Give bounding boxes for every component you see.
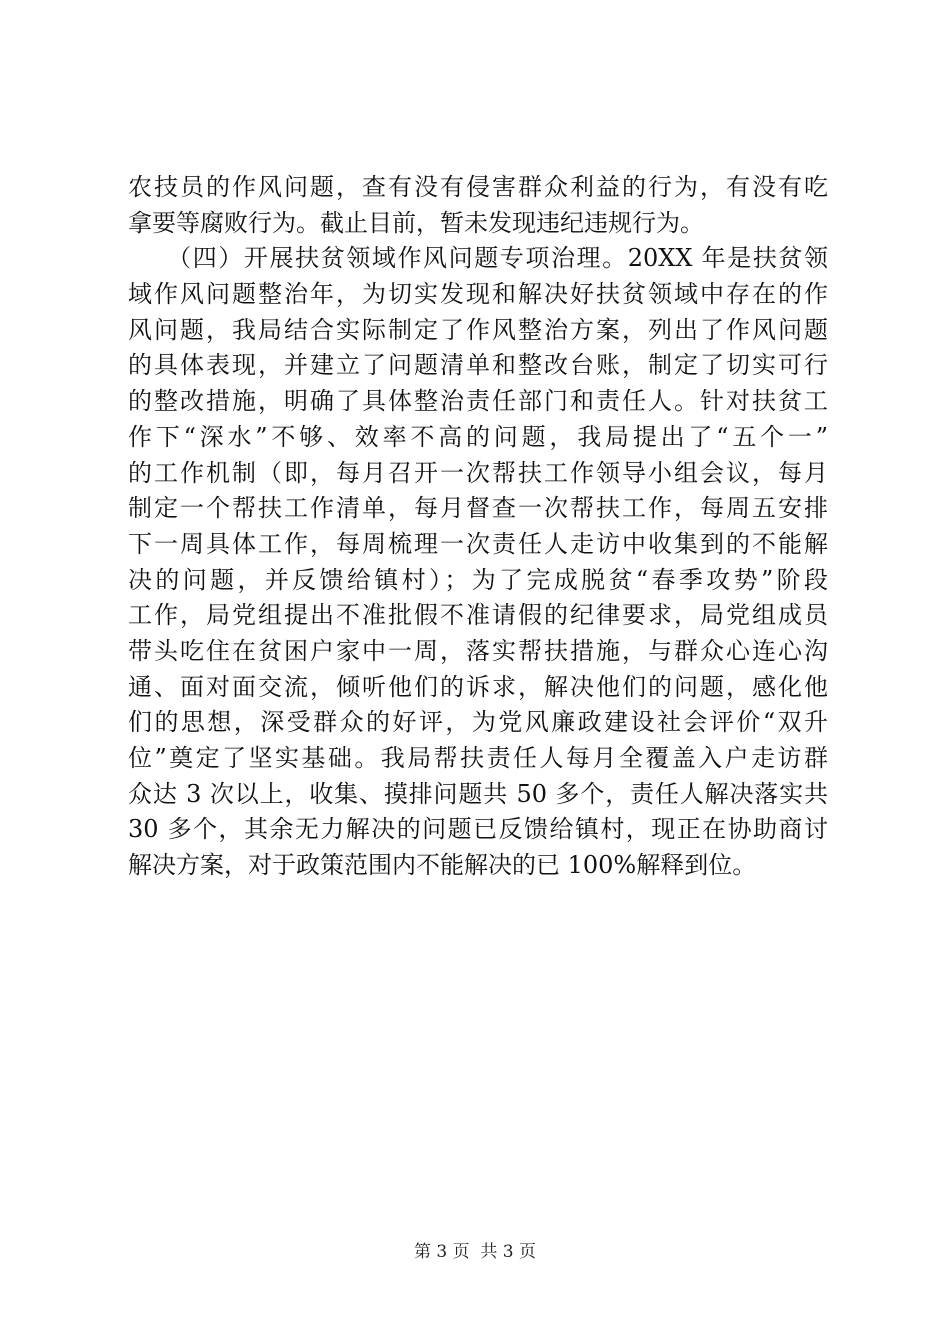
body-text [128,170,828,884]
text-line: 工作，局党组提出不准批假不准请假的纪律要求，局党组成员 [128,601,828,630]
text-line: 拿要等腐败行为。截止目前，暂未发现违纪违规行为。 [128,208,704,237]
text-line: 位”奠定了坚实基础。我局帮扶责任人每月全覆盖入户走访群 [128,744,828,772]
text-line: 解决方案，对于政策范围内不能解决的已 100%解释到位。 [128,851,757,880]
text-line: 们的思想，深受群众的好评，为党风廉政建设社会评价“双升 [128,708,828,737]
text-line: 的整改措施，明确了具体整治责任部门和责任人。针对扶贫工 [128,387,828,416]
text-line: 的工作机制（即，每月召开一次帮扶工作领导小组会议，每月 [128,458,828,487]
text-line: 决的问题，并反馈给镇村）；为了完成脱贫“春季攻势”阶段 [128,565,828,594]
text-line: 的具体表现，并建立了问题清单和整改台账，制定了切实可行 [128,351,828,380]
text-line: 30 多个，其余无力解决的问题已反馈给镇村，现正在协助商讨 [128,815,828,844]
text-line: 农技员的作风问题，查有没有侵害群众利益的行为，有没有吃 [128,173,828,201]
text-line: 风问题，我局结合实际制定了作风整治方案，列出了作风问题 [128,315,828,344]
text-line: 带头吃住在贫困户家中一周，落实帮扶措施，与群众心连心沟 [128,636,828,665]
text-line: 通、面对面交流，倾听他们的诉求，解决他们的问题，感化他 [128,672,828,701]
text-line: 作下“深水”不够、效率不高的问题，我局提出了“五个一” [128,422,828,451]
text-line: 下一周具体工作，每周梳理一次责任人走访中收集到的不能解 [128,529,828,558]
text-line: 众达 3 次以上，收集、摸排问题共 50 多个，责任人解决落实共 [128,779,828,808]
text-line: 域作风问题整治年，为切实发现和解决好扶贫领域中存在的作 [128,280,828,309]
page-footer [0,1240,950,1264]
text-line: 制定一个帮扶工作清单，每月督查一次帮扶工作，每周五安排 [128,494,828,523]
page-number-label: 第 3 页 共 3 页 [413,1242,537,1262]
text-line: （四）开展扶贫领域作风问题专项治理。20XX 年是扶贫领 [128,244,828,273]
